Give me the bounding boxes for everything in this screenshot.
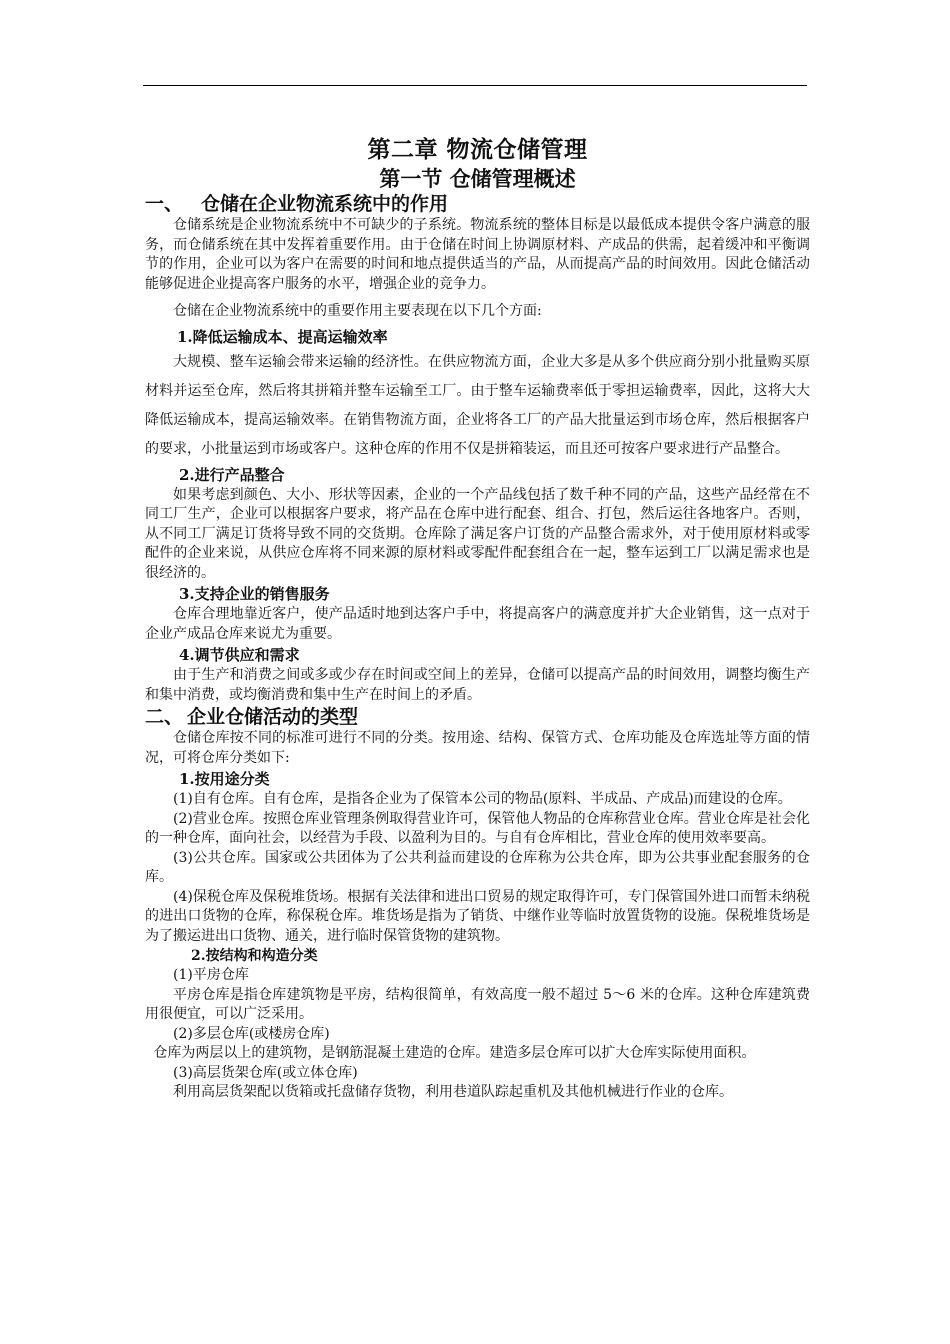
subheading-product-integration: 2.进行产品整合 [179,465,285,484]
paragraph: (3)高层货架仓库(或立体仓库) [173,1064,358,1081]
paragraph: (2)多层仓库(或楼房仓库) [173,1025,330,1042]
subheading-reduce-transport-cost: 1.降低运输成本、提高运输效率 [177,327,388,346]
heading-role-of-storage [145,192,810,216]
paragraph: 平房仓库是指仓库建筑物是平房，结构很简单，有效高度一般不超过 5～6 米的仓库。这种仓库建筑费用很便宜，可以广泛采用。 [145,986,810,1022]
paragraph: 如果考虑到颜色、大小、形状等因素，企业的一个产品线包括了数千种不同的产品，这些产品经常在不同工厂生产，企业可以根据客户要求，将产品在仓库中进行配套、组合、打包，然后运往各地客户。否则，从不同工厂满足订货将导致不同的交货期。仓库除了满足客户订货的产品整合需求外，对于使用原材料或零配件的企业来说，从供应仓库将不同来源的原材料或零配件配套组合在一起，整车运到工厂以满足需求也是很经济的。 [145,486,810,581]
paragraph: 利用高层货架配以货箱或托盘储存货物，利用巷道队踪起重机及其他机械进行作业的仓库。 [173,1084,733,1100]
paragraph: 仓库合理地靠近客户，使产品适时地到达客户手中，将提高客户的满意度并扩大企业销售，这一点对于企业产成品仓库来说尤为重要。 [145,606,810,642]
subheading-by-structure: 2.按结构和构造分类 [191,948,318,964]
heading-storage-types [145,705,810,729]
paragraph: 仓储系统是企业物流系统中不可缺少的子系统。物流系统的整体目标是以最低成本提供令客户满意的服务，而仓储系统在其中发挥着重要作用。由于仓储在时间上协调原材料、产成品的供需，起着缓冲和平衡调节的作用，企业可以为客户在需要的时间和地点提供适当的产品，从而提高产品的时间效用。因此仓储活动能够促进企业提高客户服务的水平，增强企业的竞争力。 [145,217,810,292]
header-rule [143,85,807,86]
paragraph: 仓储在企业物流系统中的重要作用主要表现在以下几个方面: [173,303,542,319]
subheading-supply-demand: 4.调节供应和需求 [179,646,300,664]
paragraph: 仓库为两层以上的建筑物，是钢筋混凝土建造的仓库。建造多层仓库可以扩大仓库实际使用面积。 [153,1045,756,1061]
paragraph: (4)保税仓库及保税堆货场。根据有关法律和进出口贸易的规定取得许可，专门保管国外进口而暂未纳税的进出口货物的仓库，称保税仓库。堆货场是指为了销货、中继作业等临时放置货物的设施。保税堆货场是为了搬运进出口货物、通关，进行临时保管货物的建筑物。 [145,888,810,944]
paragraph: (1)平房仓库 [173,967,249,983]
subheading-by-use: 1.按用途分类 [179,770,270,788]
subheading-sales-service: 3.支持企业的销售服务 [179,585,330,603]
heading-text: 企业仓储活动的类型 [187,706,359,728]
document-body [145,134,810,1103]
paragraph: 仓储仓库按不同的标准可进行不同的分类。按用途、结构、保管方式、仓库功能及仓库选址等方面的情况，可将仓库分类如下: [145,730,810,766]
paragraph: (1)自有仓库。自有仓库，是指各企业为了保管本公司的物品(原料、半成品、产成品)而建设的仓库。 [173,791,792,807]
chapter-title: 第二章 物流仓储管理 [367,136,588,163]
paragraph: (2)营业仓库。按照仓库业管理条例取得营业许可，保管他人物品的仓库称营业仓库。营业仓库是社会化的一种仓库，面向社会，以经营为手段、以盈利为目的。与自有仓库相比，营业仓库的使用效率要高。 [145,810,810,846]
heading-number: 二、 [145,706,184,728]
section-title: 第一节 仓储管理概述 [379,166,576,191]
paragraph: 由于生产和消费之间或多或少存在时间或空间上的差异，仓储可以提高产品的时间效用，调整均衡生产和集中消费，或均衡消费和集中生产在时间上的矛盾。 [145,667,810,703]
heading-number: 一、 [145,193,184,215]
heading-text: 仓储在企业物流系统中的作用 [201,193,449,215]
paragraph: 大规模、整车运输会带来运输的经济性。在供应物流方面，企业大多是从多个供应商分别小批量购买原材料并运至仓库，然后将其拼箱并整车运输至工厂。由于整车运输费率低于零担运输费率，因此，这将大大降低运输成本，提高运输效率。在销售物流方面，企业将各工厂的产品大批量运到市场仓库，然后根据客户的要求，小批量运到市场或客户。这种仓库的作用不仅是拼箱装运，而且还可按客户要求进行产品整合。 [145,353,810,457]
paragraph: (3)公共仓库。国家或公共团体为了公共利益而建设的仓库称为公共仓库，即为公共事业配套服务的仓库。 [145,849,810,885]
